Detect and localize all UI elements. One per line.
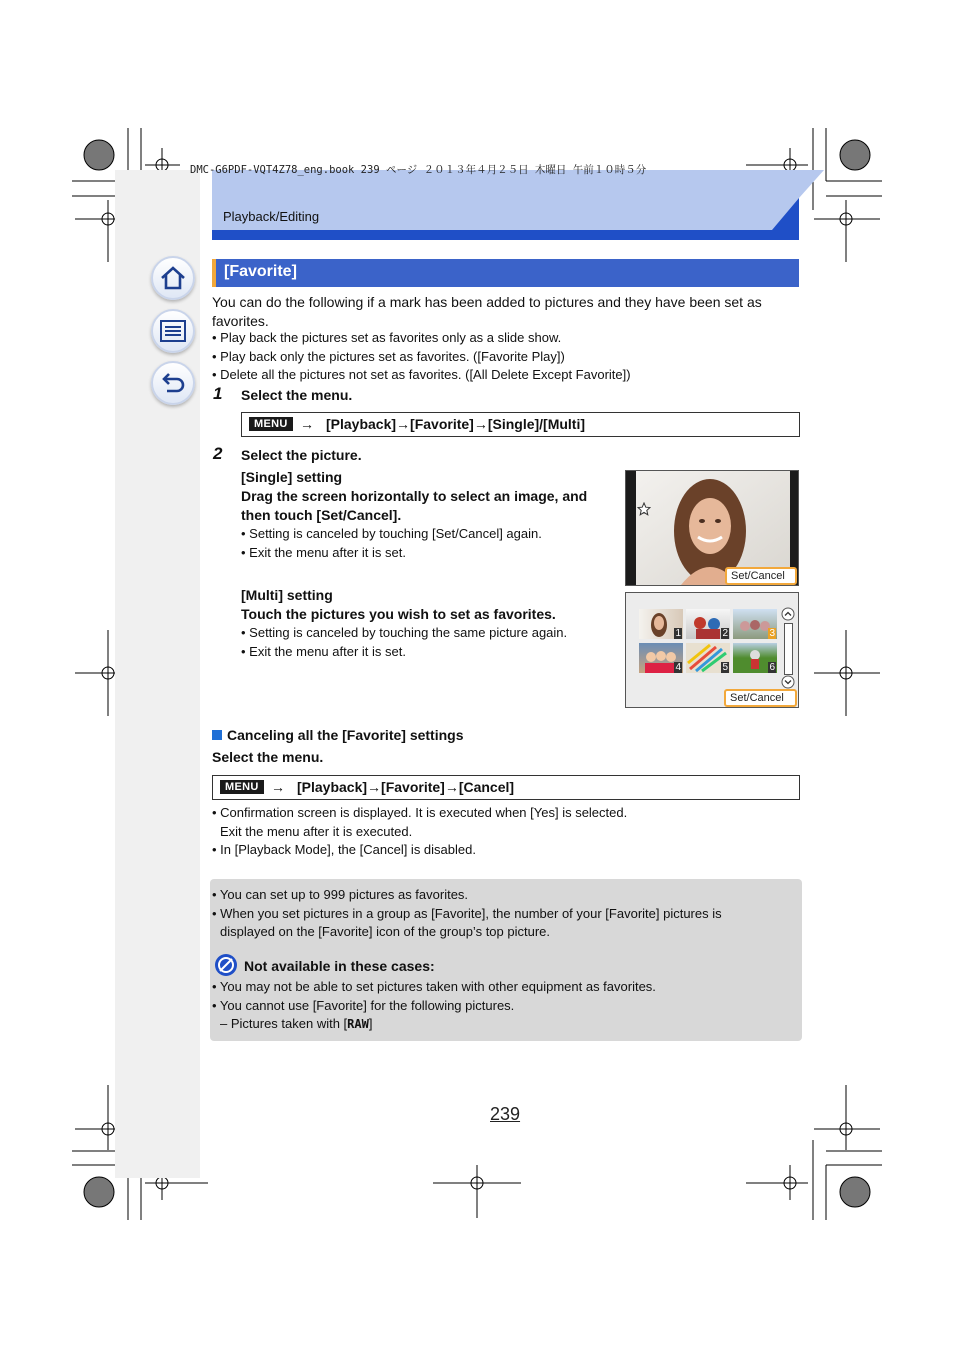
page-number: 239 [490, 1104, 521, 1124]
intro-text: You can do the following if a mark has been added to pictures and they have been set as favorites. [212, 294, 762, 329]
section-label: Playback/Editing [223, 209, 320, 224]
list-item: • Confirmation screen is displayed. It is executed when [Yes] is selected. [212, 805, 628, 820]
contents-list-icon [159, 319, 187, 343]
home-button[interactable] [151, 256, 195, 300]
na-notes [212, 978, 797, 1034]
menu-path: [Playback]→[Favorite]→[Single]/[Multi] [326, 416, 586, 432]
list-item: • You can set up to 999 pictures as favorites. [212, 887, 469, 902]
multi-setting [241, 586, 616, 661]
cancel-heading-text: Canceling all the [Favorite] settings [227, 727, 464, 743]
set-cancel-button[interactable]: Set/Cancel [725, 567, 797, 585]
header-band [212, 170, 824, 240]
set-cancel-button[interactable]: Set/Cancel [724, 689, 797, 707]
thumbnail[interactable] [733, 643, 777, 673]
square-bullet-icon [212, 730, 222, 740]
arrow: → [271, 779, 285, 795]
list-item: • You may not be able to set pictures taken with other equipment as favorites. [212, 979, 656, 994]
thumbnail-number: 4 [675, 662, 681, 673]
menu-tag: MENU [220, 780, 264, 794]
star-outline-icon[interactable] [637, 502, 651, 516]
raw-suffix: ] [368, 1016, 373, 1031]
section-title: [Favorite] [224, 263, 297, 280]
not-available-heading: Not available in these cases: [244, 958, 435, 974]
cancel-section-heading [212, 726, 464, 745]
thumbnail[interactable] [686, 643, 730, 673]
menu-path-box [212, 775, 800, 800]
list-item: Exit the menu after it is executed. [220, 823, 413, 839]
list-item: • Exit the menu after it is set. [241, 643, 406, 659]
print-header: DMC-G6PDF-VQT4Z78_eng.book 239 ページ ２０１３年４月２５日 木曜日 午前１０時５分 [190, 164, 647, 176]
select-menu-label: Select the menu. [212, 749, 324, 765]
list-item: • Setting is canceled by touching [Set/Cancel] again. [241, 526, 542, 541]
list-item: • You cannot use [Favorite] for the following pictures. [212, 997, 515, 1013]
cancel-notes [212, 804, 802, 860]
multi-heading: [Multi] setting [241, 587, 333, 603]
menu-tag: MENU [249, 417, 293, 431]
scroll-down-icon[interactable] [781, 675, 795, 689]
raw-prefix: – Pictures taken with [ [220, 1016, 348, 1031]
arrow: → [300, 416, 314, 432]
multi-instruction: Touch the pictures you wish to set as favorites. [241, 606, 556, 622]
list-item: • Play back the pictures set as favorites only as a slide show. [212, 330, 562, 345]
intro-bullets [212, 329, 802, 385]
thumbnail[interactable] [639, 609, 683, 639]
scroll-up-icon[interactable] [781, 607, 795, 621]
single-setting [241, 468, 616, 562]
multi-screen [625, 592, 799, 708]
section-title-bar [212, 259, 799, 287]
thumbnail-number: 1 [675, 628, 681, 639]
thumbnail[interactable] [733, 609, 777, 639]
single-instruction: Drag the screen horizontally to select an image, and then touch [Set/Cancel]. [241, 488, 588, 523]
thumbnail-number: 5 [722, 662, 728, 673]
single-heading: [Single] setting [241, 469, 343, 485]
menu-path-box [241, 412, 800, 437]
back-button[interactable] [151, 361, 195, 405]
not-available-icon [214, 953, 238, 977]
thumbnail-number: 3 [769, 628, 775, 639]
list-item: • When you set pictures in a group as [Favorite], the number of your [Favorite] pictures is [212, 905, 722, 921]
home-icon [159, 265, 187, 291]
step-label: Select the picture. [241, 447, 362, 463]
panel-notes [212, 886, 797, 942]
step-label: Select the menu. [241, 387, 353, 403]
thumbnail[interactable] [686, 609, 730, 639]
list-item: • Setting is canceled by touching the same picture again. [241, 625, 568, 640]
thumbnail[interactable] [639, 643, 683, 673]
list-item [212, 1015, 797, 1034]
thumbnail-number: 6 [769, 662, 775, 673]
thumbnail-number: 2 [722, 628, 728, 639]
list-item: displayed on the [Favorite] icon of the group’s top picture. [220, 924, 551, 939]
single-screen [625, 470, 799, 586]
menu-path: [Playback]→[Favorite]→[Cancel] [297, 779, 515, 795]
list-item: • In [Playback Mode], the [Cancel] is disabled. [212, 842, 476, 857]
contents-button[interactable] [151, 309, 195, 353]
step-number: 1 [213, 384, 223, 403]
raw-label: RAW [347, 1017, 369, 1031]
back-icon [159, 371, 187, 395]
list-item: • Exit the menu after it is set. [241, 544, 406, 560]
list-item: • Play back only the pictures set as favorites. ([Favorite Play]) [212, 348, 565, 364]
list-item: • Delete all the pictures not set as favorites. ([All Delete Except Favorite]) [212, 367, 631, 382]
step-number: 2 [213, 444, 223, 463]
scrollbar[interactable] [784, 623, 793, 675]
